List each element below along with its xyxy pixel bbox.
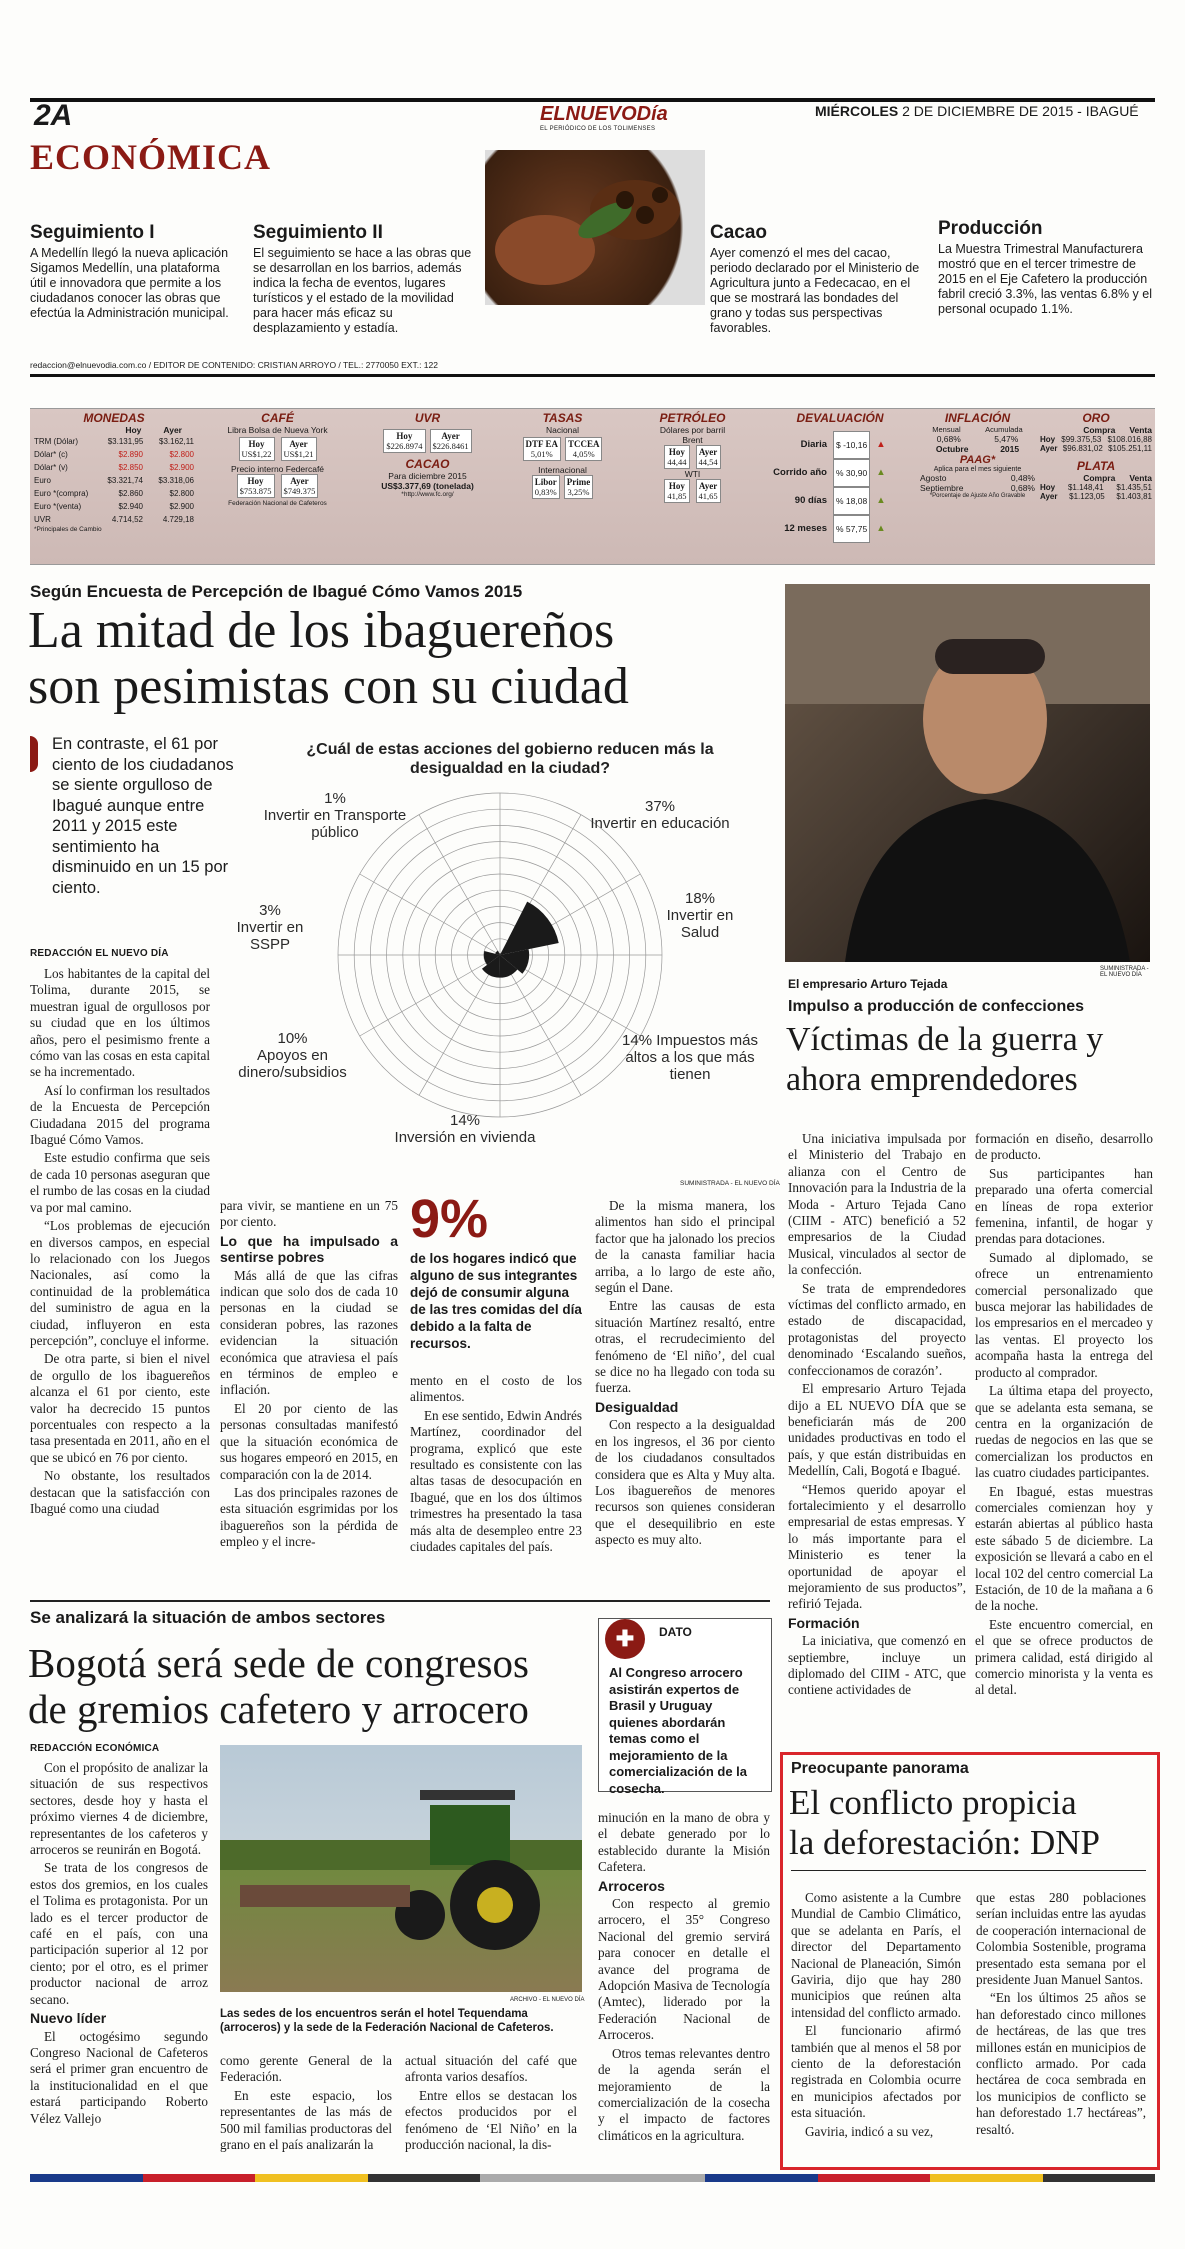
- devaluacion-title: DEVALUACIÓN: [796, 411, 884, 425]
- devaluacion-period: Diaria: [800, 439, 827, 450]
- uvr-hoy: $226.8974: [386, 441, 423, 451]
- acumulada-value: 5,47%: [994, 434, 1019, 444]
- tasas-sub: Nacional: [545, 425, 580, 435]
- main-kicker: Según Encuesta de Percepción de Ibagué Cómo Vamos 2015: [30, 582, 523, 601]
- tractor-credit: ARCHIVO - EL NUEVO DÍA: [510, 1997, 585, 2003]
- paragraph: actual situación del café que afronta varios desafíos.: [405, 2053, 577, 2085]
- oro-hoy-venta: $108.016,88: [1107, 435, 1152, 444]
- paragraph: De la misma manera, los alimentos han sido el principal factor que ha jalonado los precios de la canasta familiar hacia arriba, a lo largo de este año, según el Dane.: [595, 1198, 775, 1296]
- paragraph: De otra parte, si bien el nivel de orgullo de los ibaguereños alcanza el 61 por ciento, este valor ha decrecido 15 puntos porcentuales con respecto a la tasa presentada en 2011, año en el que se ubicó en 76 por ciento.: [30, 1351, 210, 1465]
- wti-hoy-label: Hoy: [668, 481, 685, 491]
- brief-text: Ayer comenzó el mes del cacao, periodo declarado por el Ministerio de Agricultura junto a Fedecacao, en el que se mostrará las bondades del grano y todas sus perspectivas favorables.: [710, 246, 920, 335]
- dnp-headline-line-2: la deforestación: DNP: [789, 1823, 1101, 1862]
- cafe-title: CAFÉ: [261, 411, 294, 425]
- paragraph: como gerente General de la Federación.: [220, 2053, 392, 2085]
- main-column-3: [410, 1373, 582, 1557]
- side-headline: [786, 1020, 1156, 1100]
- dato-label: DATO: [659, 1625, 692, 1639]
- uvr-ayer: $226.8461: [432, 441, 469, 451]
- mensual-label: Mensual: [932, 425, 961, 434]
- market-monedas: [34, 411, 194, 533]
- brent-label: Brent: [682, 435, 703, 445]
- paragraph: Se trata de los congresos de estos dos gremios, en los cuales el Tolima es protagonista. Por un lado es el tercer productor de café en el país, con una participación superior al 12 por ciento; por el otro, es el primer productor nacional de arroz secano.: [30, 1860, 208, 2007]
- paragraph: Se trata de emprendedores víctimas del conflicto armado, en estado de discapacidad, protagonistas del proyecto denominado ‘Escalando sueños, confeccionamos de corazón’.: [788, 1280, 966, 1378]
- petroleo-sub: Dólares por barril: [659, 425, 726, 435]
- paragraph: La iniciativa, que comenzó en septiembre, incluye un diplomado del CIIM - ATC, que contiene actividades de: [788, 1633, 966, 1698]
- trend-up-icon: ▲: [876, 467, 886, 478]
- bogota-headline-line-2: de gremios cafetero y arrocero: [28, 1686, 529, 1732]
- market-cafe: [205, 411, 350, 507]
- grid-spoke: [360, 874, 500, 955]
- monedas-note: *Principales de Cambio: [34, 526, 102, 533]
- currency-value: $3.321,74: [107, 476, 143, 485]
- grid-spoke: [419, 815, 500, 955]
- date-rest: 2 DE DICIEMBRE DE 2015 - IBAGUÉ: [902, 103, 1139, 119]
- contact-line: redaccion@elnuevodia.com.co / EDITOR DE CONTENIDO: CRISTIAN ARROYO / TEL.: 2770050 EXT.: 122: [30, 360, 438, 370]
- uvr-note: *http://www.fc.org/: [401, 491, 454, 498]
- paag-month-2: Septiembre: [920, 483, 964, 493]
- currency-value: $2.900: [169, 463, 194, 472]
- devaluacion-row: [765, 459, 915, 487]
- currency-value: $2.890: [118, 450, 143, 459]
- inflacion-month: Octubre: [935, 444, 969, 454]
- acumulada-label: Acumulada: [985, 425, 1023, 434]
- currency-value: 4.729,18: [162, 515, 194, 524]
- currency-value: $3.131,95: [107, 437, 144, 446]
- main-deck: En contraste, el 61 por ciento de los ciudadanos se siente orgulloso de Ibagué aunque entre 2011 y 2015 este sentimiento ha disminuido en un 15 por ciento.: [52, 735, 234, 897]
- oro-venta: Venta: [1129, 425, 1152, 435]
- devaluacion-row: [765, 515, 915, 543]
- paragraph: Este estudio confirma que seis de cada 10 personas aseguran que el rumbo de las cosas en la ciudad va por mal camino.: [30, 1150, 210, 1215]
- monedas-row: [34, 500, 194, 513]
- paragraph: “Hemos querido apoyar el fortalecimiento y el desarrollo empresarial de estas empresas. Y lo más importante para el Ministerio es tener la oportunidad de apoyar el mejoramiento de sus productos”, refirió Tejada.: [788, 1481, 966, 1612]
- logo-tagline: EL PERIÓDICO DE LOS TOLIMENSES: [540, 126, 656, 132]
- tcc-label: TCCEA: [567, 439, 600, 449]
- chart-value-1: 1%: [324, 790, 346, 807]
- cafe-ph: $753.875: [239, 486, 272, 496]
- monedas-row: [34, 513, 194, 526]
- paragraph: El 20 por ciento de las personas consultadas manifestó que la situación económica de sus hogares empeoró en 2015, en comparación con la de 2014.: [220, 1400, 398, 1482]
- paragraph: mento en el costo de los alimentos.: [410, 1373, 582, 1405]
- dato-text: Al Congreso arrocero asistirán expertos de Brasil y Uruguay quienes abordarán temas como el mejoramiento de la comercialización de la cosecha.: [609, 1665, 748, 1796]
- paragraph: Las dos principales razones de esta situación esgrimidas por los ibaguereños son la pérdida de empleo y el incre-: [220, 1484, 398, 1550]
- currency-name: Dólar* (c): [34, 450, 68, 459]
- paragraph: Otros temas relevantes dentro de la agenda serán el mejoramiento de la comercialización de la cosecha y el impacto de factores climáticos en la agricultura.: [598, 2045, 770, 2143]
- deck-marker: [30, 736, 38, 772]
- brent-hoy: 44,44: [667, 457, 687, 467]
- paragraph: En ese sentido, Edwin Andrés Martínez, coordinador del programa, explicó que este resultado es consistente con las altas tasas de desocupación en Ibagué, que en los dos últimos trimestres ha presentado la tasa más alta de desempleo entre 23 ciudades capitales del país.: [410, 1407, 582, 1555]
- brief-title: Producción: [938, 218, 1043, 239]
- tasas-intl: Internacional: [538, 465, 587, 475]
- dnp-column-2: [976, 1890, 1146, 2140]
- chart-category-3: Invertir en SSPP: [236, 919, 304, 953]
- chart-category-37: Invertir en educación: [590, 815, 730, 832]
- dtf-label: DTF EA: [525, 439, 558, 449]
- devaluacion-period: 12 meses: [784, 523, 827, 534]
- cacao-title: CACAO: [405, 457, 450, 471]
- paragraph: En este espacio, los representantes de las más de 500 mil familias productoras del grano en el país analizarán la: [220, 2087, 392, 2153]
- main-column-1: [30, 966, 210, 1519]
- date-day: MIÉRCOLES: [815, 103, 899, 119]
- paragraph: Como asistente a la Cumbre Mundial de Cambio Climático, que se adelanta en París, el director del Departamento Nacional de Planeación, Simón Gaviria, dijo que hay 280 municipios que reúnen alta intensidad del conflicto armado.: [791, 1890, 961, 2020]
- monedas-row: [34, 474, 194, 487]
- brief-2: [253, 222, 475, 336]
- paragraph: Entre ellos se destacan los efectos producidos por el fenómeno de ‘El Niño’ en la producción nacional, la dis-: [405, 2087, 577, 2153]
- cafe-ayer-label: Ayer: [289, 439, 308, 449]
- currency-value: $2.800: [169, 450, 194, 459]
- paragraph: minución en la mano de obra y el debate generado por lo establecido durante la Misión Cafetera.: [598, 1810, 770, 1875]
- paag-value-1: 0,48%: [1010, 473, 1035, 483]
- paragraph: Entre las causas de esta situación Martínez resaltó, entre otras, el recrudecimiento del fenómeno de ‘El niño’, del cual se dice no ha llegado con toda su fuerza.: [595, 1298, 775, 1396]
- paragraph: Los habitantes de la capital del Tolima, durante 2015, se muestran igual de orgullosos por su ciudad que en los últimos años, pero el pesimismo frente a cómo van las cosas en esta capital se ha incrementado.: [30, 966, 210, 1080]
- paragraph: Más allá de que las cifras indican que solo dos de cada 10 personas en la ciudad se consideran pobres, las razones evidencian la situación económica que atraviesa el país en términos de empleo e inflación.: [220, 1267, 398, 1398]
- currency-name: Euro *(compra): [34, 489, 89, 498]
- plata-compra: Compra: [1083, 473, 1116, 483]
- cacao-sub: Para diciembre 2015: [388, 471, 467, 481]
- newspaper-logo: [540, 103, 668, 132]
- cacao-val: US$3.377,69 (tonelada): [381, 481, 474, 491]
- grid-spoke: [500, 955, 581, 1095]
- oro-hoy-label: Hoy: [1040, 435, 1056, 444]
- uvr-hoy-label: Hoy: [396, 431, 413, 441]
- dnp-headline: [789, 1783, 1149, 1863]
- paragraph: El empresario Arturo Tejada dijo a EL NUEVO DÍA que se beneficiarán más de 200 unidades productivas en todo el país, y que están distribuidas en Medellín, Cali, Bogotá e Ibagué.: [788, 1381, 966, 1479]
- chart-label-10: [210, 1030, 375, 1081]
- side-headline-line-2: ahora emprendedores: [786, 1061, 1078, 1098]
- monedas-row: [34, 448, 194, 461]
- chart-category-14b: Inversión en vivienda: [394, 1129, 536, 1146]
- currency-value: $3.318,06: [158, 476, 194, 485]
- paragraph: En Ibagué, estas muestras comerciales comienzan hoy y estarán abiertas al público hasta este sábado 5 de diciembre. La exposición se llevará a cabo en el local 102 del centro comercial La Estación, de 10 de la mañana a 6 de la noche.: [975, 1483, 1153, 1614]
- cafe-hoy: US$1,22: [241, 449, 272, 459]
- brief-3: [710, 222, 925, 336]
- paragraph: El octogésimo segundo Congreso Nacional de Cafeteros será el primer gran encuentro de la institucionalidad en el que estará participando Roberto Vélez Vallejo: [30, 2028, 208, 2126]
- dato-box: [598, 1618, 772, 1796]
- chart-label-14a: [605, 1032, 775, 1083]
- trend-up-icon: ▲: [876, 523, 886, 534]
- chart-value-3: 3%: [259, 902, 281, 919]
- devaluacion-row: [765, 431, 915, 459]
- paragraph: No obstante, los resultados destacan que la satisfacción con Ibagué como una ciudad: [30, 1468, 210, 1516]
- currency-name: Euro: [34, 476, 51, 485]
- monedas-row: [34, 487, 194, 500]
- main-byline: REDACCIÓN EL NUEVO DÍA: [30, 948, 169, 959]
- plata-hoy-label: Hoy: [1040, 483, 1056, 492]
- cacao-beans-icon: [485, 150, 705, 305]
- paragraph: El funcionario afirmó también que al menos el 58 por ciento de la deforestación registrada en Colombia ocurre en municipios afectados por esta situación.: [791, 2023, 961, 2121]
- paragraph: “En los últimos 25 años se han deforestado cinco millones de hectáreas, de las que tres millones están en municipios de conflicto armado. Por cada hectárea de coca sembrada en los municipios de conflicto se han deforestado 1.7 hectáreas”, resaltó.: [976, 1990, 1146, 2137]
- tractor-caption: Las sedes de los encuentros serán el hotel Tequendama (arroceros) y la sede de la Federación Nacional de Cafeteros.: [220, 2008, 554, 2034]
- subhead: Desigualdad: [595, 1398, 679, 1415]
- paragraph: Una iniciativa impulsada por el Ministerio del Trabajo en alianza con el Centro de Innovación para la Industria de la Moda - Arturo Tejada Cano (CIIM - ATC) benefició a 52 empresarios de la Ciudad Musical, vinculados al sector de la confección.: [788, 1131, 966, 1278]
- oro-ayer-compra: $96.831,02: [1062, 444, 1103, 453]
- paragraph: Con respecto a la desigualdad en los ingresos, el 36 por ciento de los ciudadanos consultados considera que es Alta y Muy alta. Los ibaguereños de menores recursos son quienes consideran que el desequilibrio en este aspecto es muy alto.: [595, 1417, 775, 1548]
- subhead: Lo que ha impulsado a sentirse pobres: [220, 1232, 398, 1266]
- bogota-byline: REDACCIÓN ECONÓMICA: [30, 1743, 160, 1754]
- page-date: [815, 103, 1139, 119]
- dnp-headline-line-1: El conflicto propicia: [789, 1783, 1077, 1822]
- brief-4: [938, 218, 1153, 317]
- wti-label: WTI: [684, 469, 701, 479]
- chart-value-18: 18%: [684, 890, 716, 907]
- bogota-headline-line-1: Bogotá será sede de congresos: [28, 1640, 529, 1686]
- subhead: Arroceros: [598, 1877, 665, 1894]
- oro-ayer-label: Ayer: [1040, 444, 1058, 453]
- bogota-column-2: [220, 2053, 392, 2155]
- brent-hoy-label: Hoy: [668, 447, 685, 457]
- libor-label: Libor: [534, 477, 557, 487]
- monedas-row: [34, 435, 194, 448]
- plata-ayer-label: Ayer: [1040, 492, 1058, 501]
- bogota-kicker: Se analizará la situación de ambos sectores: [30, 1608, 386, 1627]
- dtf-value: 5,01%: [530, 449, 553, 459]
- bogota-column-1: [30, 1760, 208, 2129]
- brief-1: [30, 222, 235, 321]
- paragraph: que estas 280 poblaciones serían incluidas entre las ayudas de cooperación internacional de Colombia Sostenible, programa presentado esta semana por el presidente Juan Manuel Santos.: [976, 1890, 1146, 1988]
- cafe-precio-label: Precio interno Federcafé: [230, 464, 325, 474]
- plata-title: PLATA: [1076, 459, 1116, 473]
- monedas-title: MONEDAS: [83, 411, 145, 425]
- tejada-photo: [785, 584, 1150, 962]
- oro-ayer-venta: $105.251,11: [1108, 444, 1152, 453]
- brief-title: Seguimiento I: [30, 222, 155, 243]
- currency-name: Euro *(venta): [34, 502, 82, 511]
- grid-spoke: [360, 955, 500, 1036]
- main-column-4: [595, 1198, 775, 1551]
- oro-title: ORO: [1082, 411, 1110, 425]
- brief-text: La Muestra Trimestral Manufacturera mostró que en el tercer trimestre de 2015 en el Eje Cafetero la producción fabril creció 3.3%, las ventas 6.8% y el personal ocupado 1.1%.: [938, 242, 1152, 316]
- side-kicker: Impulso a producción de confecciones: [788, 998, 1085, 1015]
- chart-credit: SUMINISTRADA - EL NUEVO DÍA: [680, 1180, 780, 1187]
- bogota-column-4: [598, 1810, 770, 2146]
- market-inflacion: [920, 411, 1035, 499]
- petroleo-title: PETRÓLEO: [659, 411, 726, 425]
- cafe-hoy-label: Hoy: [248, 439, 265, 449]
- dato-icon: ✚: [605, 1619, 645, 1659]
- side-headline-line-1: Víctimas de la guerra y: [786, 1021, 1104, 1058]
- chart-value-14b: 14%: [449, 1112, 481, 1129]
- subhead: Formación: [788, 1614, 860, 1631]
- tractor-photo: [220, 1745, 582, 1992]
- cafe-note: Federación Nacional de Cafeteros: [228, 500, 327, 507]
- currency-name: TRM (Dólar): [34, 437, 78, 446]
- big-stat-text: de los hogares indicó que alguno de sus integrantes dejó de consumir alguna de las tres comidas del día debido a la falta de recursos.: [410, 1251, 582, 1351]
- side-column-1: [788, 1131, 966, 1701]
- monedas-row: [34, 461, 194, 474]
- chart-value-37: 37%: [644, 798, 676, 815]
- plata-hoy-venta: $1.435,51: [1116, 483, 1152, 492]
- cafe-subtitle: Libra Bolsa de Nueva York: [227, 425, 328, 435]
- cafe-ayer: US$1,21: [283, 449, 314, 459]
- dnp-column-1: [791, 1890, 961, 2142]
- currency-value: $2.850: [118, 463, 143, 472]
- chart-value-14a: 14%: [622, 1032, 653, 1049]
- paragraph: Este encuentro comercial, en el que se ofrece productos de primera calidad, está dirigido al comercio minorista y la venta es al detal.: [975, 1616, 1153, 1698]
- subhead: Nuevo líder: [30, 2010, 107, 2027]
- wti-ayer-label: Ayer: [698, 481, 718, 491]
- currency-value: $2.940: [118, 502, 143, 511]
- brief-title: Cacao: [710, 222, 768, 243]
- bottom-color-strip: [30, 2174, 1155, 2182]
- paag-title: PAAG*: [959, 454, 996, 466]
- currency-value: 4.714,52: [111, 515, 143, 524]
- paragraph: Con el propósito de analizar la situación de sus respectivos sectores, desde hoy y hasta el próximo viernes 4 de diciembre, representantes de los cafeteros y arroceros se reunirán en Bogotá.: [30, 1760, 208, 1858]
- cafe-pa-label: Ayer: [290, 476, 309, 486]
- paragraph: formación en diseño, desarrollo de producto.: [975, 1131, 1153, 1163]
- big-stat-block: [410, 1189, 582, 1352]
- devaluacion-period: 90 días: [794, 495, 827, 506]
- oro-hoy-compra: $99.375,53: [1061, 435, 1102, 444]
- paag-sub: Aplica para el mes siguiente: [933, 466, 1022, 473]
- photo-caption: El empresario Arturo Tejada: [788, 977, 948, 991]
- markets-strip: [30, 408, 1155, 565]
- paragraph: Sus participantes han preparado una oferta comercial en líneas de ropa exterior femenina, infantil, de hogar y prendas para dotaciones.: [975, 1165, 1153, 1247]
- market-tasas: [505, 411, 620, 499]
- section-title: ECONÓMICA: [30, 137, 271, 177]
- person-photo-icon: [785, 584, 1150, 962]
- col-hoy: Hoy: [125, 425, 142, 435]
- chart-category-14a: Impuestos más altos a los que más tienen: [625, 1032, 758, 1083]
- chart-category-18: Invertir en Salud: [666, 907, 734, 941]
- radar-slice: [500, 902, 559, 955]
- paragraph: La última etapa del proyecto, que se adelanta esta semana, se centra en la organización de ruedas de negocios en las que se comercializan los productos en las cuatro ciudades participantes.: [975, 1383, 1153, 1481]
- mensual-value: 0,68%: [936, 434, 961, 444]
- chart-label-14b: [390, 1112, 540, 1146]
- chart-title: ¿Cuál de estas acciones del gobierno reducen más la desigualdad en la ciudad?: [306, 741, 714, 777]
- wti-ayer: 41,65: [698, 491, 718, 501]
- page-number: 2A: [34, 99, 73, 132]
- cacao-photo: [485, 150, 705, 305]
- plata-ayer-venta: $1.403,81: [1116, 492, 1152, 501]
- chart-category-10: Apoyos en dinero/subsidios: [238, 1047, 347, 1081]
- dnp-kicker: Preocupante panorama: [791, 1760, 969, 1777]
- trend-up-icon: ▲: [876, 439, 886, 450]
- inflacion-year: 2015: [1000, 444, 1020, 454]
- brief-title: Seguimiento II: [253, 222, 383, 243]
- paragraph: Gaviria, indicó a su vez,: [805, 2123, 934, 2139]
- devaluacion-period: Corrido año: [773, 467, 827, 478]
- chart-label-3: [225, 902, 315, 953]
- photo-credit: SUMINISTRADA - EL NUEVO DÍA: [1100, 966, 1149, 978]
- market-oro: [1040, 411, 1152, 501]
- chart-value-10: 10%: [277, 1030, 308, 1047]
- oro-compra: Compra: [1083, 425, 1116, 435]
- currency-value: $2.800: [169, 489, 194, 498]
- currency-value: $2.900: [169, 502, 194, 511]
- libor-value: 0,83%: [534, 487, 557, 497]
- big-stat: 9%: [410, 1189, 489, 1249]
- devaluacion-row: [765, 487, 915, 515]
- plata-hoy-compra: $1.148,41: [1067, 483, 1104, 492]
- chart-label-37: [565, 798, 755, 832]
- trend-up-icon: ▲: [876, 495, 886, 506]
- plata-venta: Venta: [1129, 473, 1152, 483]
- col-ayer: Ayer: [163, 425, 182, 435]
- market-devaluacion: [765, 411, 915, 543]
- prime-label: Prime: [566, 477, 591, 487]
- currency-value: $2.860: [118, 489, 143, 498]
- main-column-2: [220, 1198, 398, 1553]
- tractor-icon: [220, 1745, 582, 1992]
- devaluacion-value: % 57,75: [833, 515, 870, 543]
- paragraph: “Los problemas de ejecución en diversos campos, en especial lo relacionado con los Juegos Nacionales, así como la continuidad de la problemática del suministro de agua en la ciudad, influyeron en esta percepción”, concluye el informe.: [30, 1218, 210, 1348]
- chart-label-18: [650, 890, 750, 941]
- devaluacion-rows: [765, 431, 915, 543]
- main-headline: [28, 603, 788, 715]
- uvr-title: UVR: [414, 411, 441, 425]
- currency-name: UVR: [34, 515, 51, 524]
- chart-label-1: [240, 790, 430, 841]
- logo-text: ELNUEVODía: [540, 103, 668, 125]
- market-uvr: [360, 411, 495, 498]
- monedas-rows: [34, 435, 194, 526]
- prime-value: 3,25%: [567, 487, 590, 497]
- brief-text: El seguimiento se hace a las obras que se desarrollan en los barrios, además indica la fecha de eventos, lugares turísticos y el estado de la movilidad para hacer más eficaz su desplazamiento y estadía.: [253, 246, 472, 335]
- inflacion-title: INFLACIÓN: [944, 411, 1011, 425]
- tcc-value: 4,05%: [572, 449, 595, 459]
- bogota-headline: [28, 1640, 608, 1732]
- paag-month-1: Agosto: [920, 473, 947, 483]
- side-column-2: [975, 1131, 1153, 1701]
- paragraph: para vivir, se mantiene en un 75 por ciento.: [220, 1198, 398, 1230]
- inflacion-note: *Porcentaje de Ajuste Año Gravable: [929, 493, 1026, 499]
- market-petroleo: [630, 411, 755, 503]
- chart-category-1: Invertir en Transporte público: [263, 807, 407, 841]
- cafe-pa: $749.375: [283, 486, 316, 496]
- plata-ayer-compra: $1.123,05: [1069, 492, 1105, 501]
- devaluacion-value: % 18,08: [833, 487, 870, 515]
- currency-value: $3.162,11: [159, 437, 194, 446]
- paragraph: Sumado al diplomado, se ofrece un entrenamiento comercial personalizado que busca mejorar las habilidades de los empresarios en el mercadeo y las ventas. El proyecto los acompaña hasta la entrega del producto al comprador.: [975, 1249, 1153, 1380]
- bogota-column-3: [405, 2053, 577, 2155]
- currency-name: Dólar* (v): [34, 463, 68, 472]
- brent-ayer-label: Ayer: [698, 447, 718, 457]
- cafe-ph-label: Hoy: [247, 476, 264, 486]
- main-headline-line-2: son pesimistas con su ciudad: [28, 658, 629, 715]
- uvr-ayer-label: Ayer: [441, 431, 460, 441]
- brief-text: A Medellín llegó la nueva aplicación Sigamos Medellín, una plataforma útil e innovadora que permite a los ciudadanos conocer las obras que efectúa la Administración municipal.: [30, 246, 229, 320]
- devaluacion-value: % 30,90: [833, 459, 870, 487]
- wti-hoy: 41,85: [667, 491, 687, 501]
- devaluacion-value: $ -10,16: [833, 431, 870, 459]
- grid-spoke: [419, 955, 500, 1095]
- brent-ayer: 44,54: [698, 457, 718, 467]
- tasas-title: TASAS: [542, 411, 583, 425]
- paag-value-2: 0,68%: [1010, 483, 1035, 493]
- main-headline-line-1: La mitad de los ibaguereños: [28, 602, 615, 659]
- paragraph: Con respecto al gremio arrocero, el 35° Congreso Nacional del gremio servirá para conocer en detalle el avance del programa de Adopción Masiva de Tecnología (Amtec), liderado por la Federación Nacional de Arroceros.: [598, 1896, 770, 2043]
- paragraph: Así lo confirman los resultados de la Encuesta de Percepción Ciudadana 2015 del programa Ibagué Cómo Vamos.: [30, 1082, 210, 1148]
